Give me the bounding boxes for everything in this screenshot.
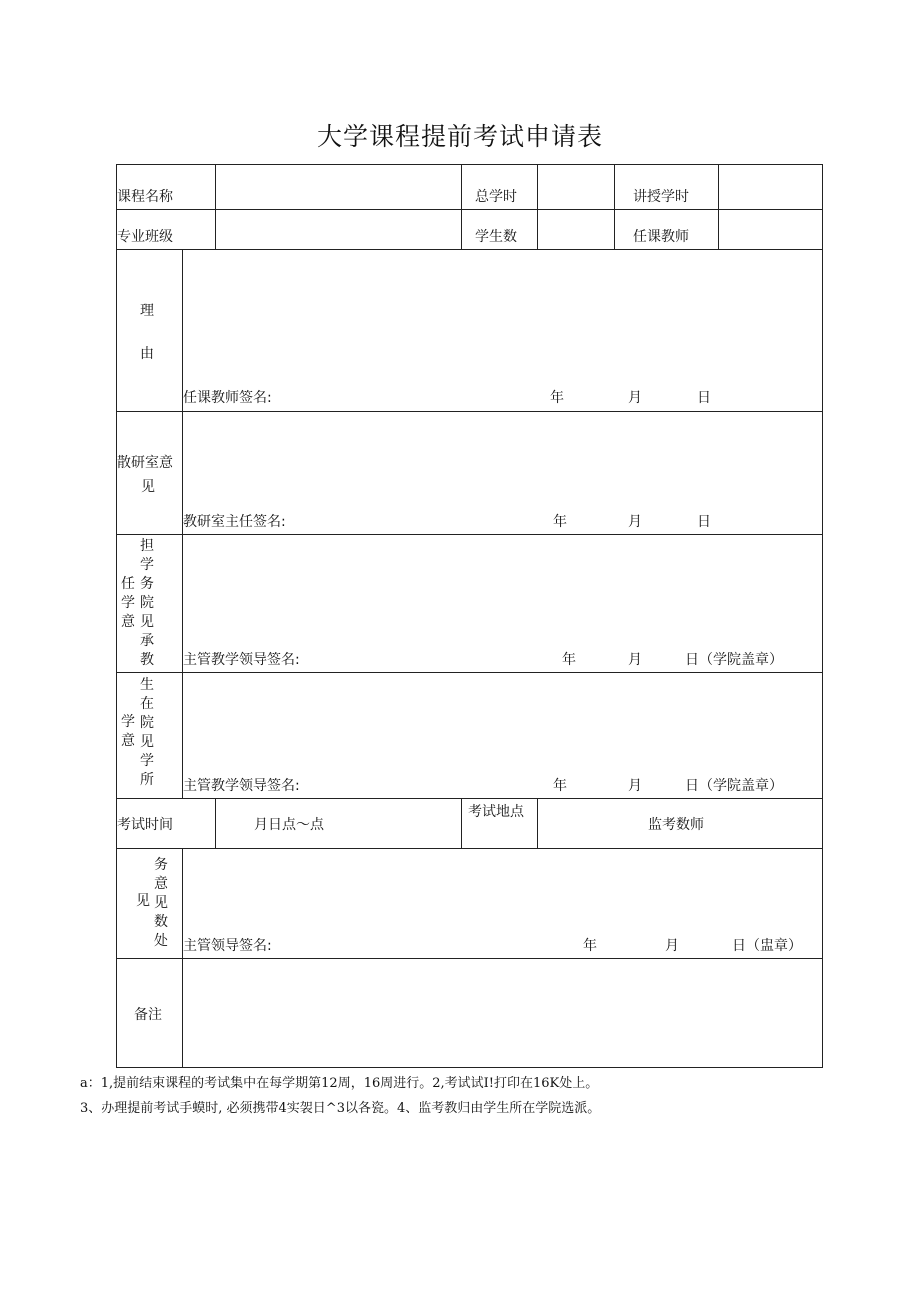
- reason-label: 由: [140, 346, 154, 362]
- remarks-label: 备注: [134, 1007, 162, 1023]
- day-seal-label: 日（盅章）: [732, 938, 802, 954]
- row-divider: [117, 672, 822, 673]
- month-label: 月: [628, 514, 642, 530]
- leader-signature-label: 主管领导签名:: [183, 938, 272, 954]
- day-seal-label: 日（学院盖章）: [685, 652, 783, 668]
- notes-line-2: 3、办理提前考试手蟆时, 必须携带4实袈日^3以各瓷。4、监考教归由学生所在学院选派。: [80, 1101, 601, 1116]
- department-head-signature-label: 教研室主任签名:: [183, 514, 286, 530]
- department-opinion-label: 见: [141, 479, 155, 495]
- college-opinion-label: 担学务院见承教: [140, 538, 154, 668]
- department-opinion-label: 散研室意: [117, 455, 173, 471]
- column-divider: [537, 798, 538, 848]
- row-divider: [117, 249, 822, 250]
- students-label: 学生数: [475, 229, 517, 245]
- day-label: 日: [697, 390, 711, 406]
- student-college-opinion-label: 生在院见学所: [140, 677, 154, 788]
- teacher-signature-label: 任课教师签名:: [183, 390, 272, 406]
- column-divider: [718, 165, 719, 249]
- day-seal-label: 日（学院盖章）: [685, 778, 783, 794]
- row-divider: [117, 209, 822, 210]
- college-opinion-label: 任学意: [121, 576, 135, 630]
- label-column-divider: [182, 848, 183, 1068]
- teaching-hours-label: 讲授学时: [633, 189, 689, 205]
- column-divider: [614, 165, 615, 249]
- application-form-table: [116, 164, 823, 1068]
- academic-affairs-opinion-label: 见: [136, 893, 150, 909]
- year-label: 年: [553, 778, 567, 794]
- column-divider: [537, 165, 538, 249]
- course-name-label: 课程名称: [117, 189, 173, 205]
- total-hours-label: 总学时: [475, 189, 517, 205]
- month-label: 月: [628, 778, 642, 794]
- proctor-label: 监考数师: [648, 817, 704, 833]
- month-label: 月: [665, 938, 679, 954]
- row-divider: [117, 848, 822, 849]
- teaching-leader-signature-label: 主管教学领导签名:: [183, 652, 300, 668]
- column-divider: [461, 798, 462, 848]
- reason-label: 理: [140, 303, 154, 319]
- teaching-leader-signature-label: 主管教学领导签名:: [183, 778, 300, 794]
- exam-time-field[interactable]: 月日点〜点: [254, 817, 324, 833]
- row-divider: [117, 798, 822, 799]
- teacher-label: 任课教师: [633, 229, 689, 245]
- year-label: 年: [553, 514, 567, 530]
- column-divider: [215, 798, 216, 848]
- row-divider: [117, 958, 822, 959]
- student-college-opinion-label: 学意: [121, 714, 135, 749]
- row-divider: [117, 411, 822, 412]
- year-label: 年: [550, 390, 564, 406]
- day-label: 日: [697, 514, 711, 530]
- year-label: 年: [583, 938, 597, 954]
- month-label: 月: [628, 652, 642, 668]
- month-label: 月: [628, 390, 642, 406]
- notes-line-1: a：1,提前结束课程的考试集中在每学期第12周，16周进行。2,考试试I!打印在16K处上。: [80, 1076, 599, 1091]
- academic-affairs-opinion-label: 务意见数处: [154, 857, 168, 949]
- year-label: 年: [562, 652, 576, 668]
- exam-place-label: 考试地点: [468, 804, 524, 820]
- column-divider: [215, 165, 216, 249]
- column-divider: [461, 165, 462, 249]
- major-class-label: 专业班级: [117, 229, 173, 245]
- row-divider: [117, 534, 822, 535]
- form-title: 大学课程提前考试申请表: [316, 122, 603, 151]
- exam-time-label: 考试时间: [117, 817, 173, 833]
